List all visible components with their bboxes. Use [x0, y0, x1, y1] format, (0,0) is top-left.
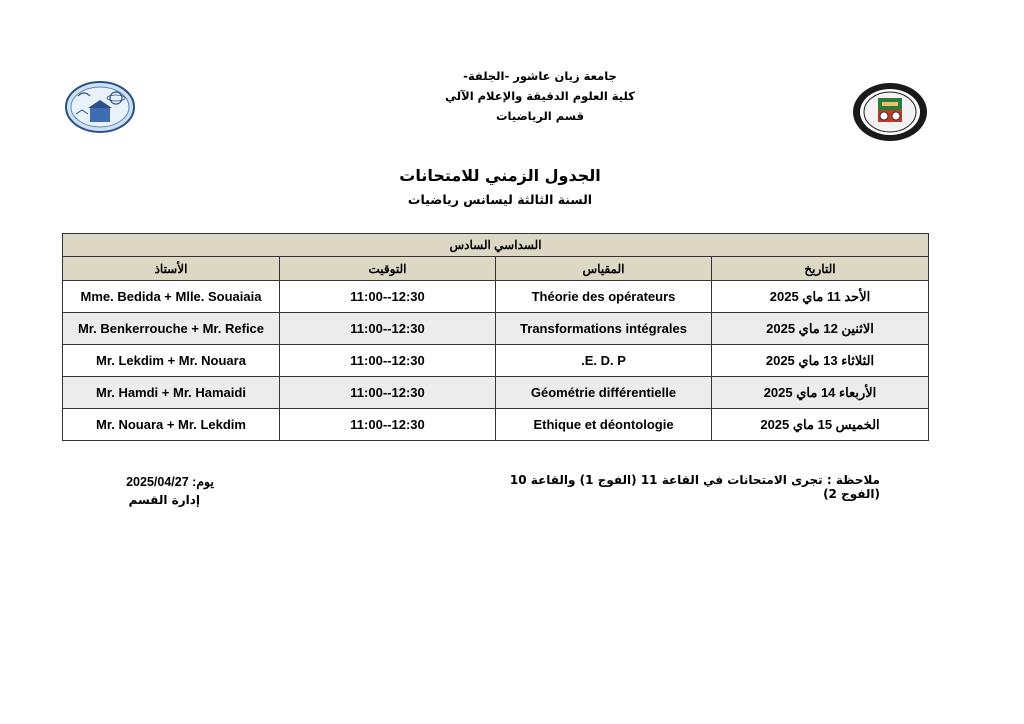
exam-schedule-table [62, 233, 929, 441]
teacher-cell: Mr. Lekdim + Mr. Nouara [63, 345, 280, 377]
university-name: جامعة زيان عاشور -الجلفة- [463, 69, 617, 83]
exam-rooms-note: ملاحظة : تجرى الامتحانات في القاعة 11 (الفوج 1) والقاعة 10 (الفوج 2) [509, 473, 880, 501]
module-cell: E. D. P. [496, 345, 712, 377]
issue-date-label: يوم: [192, 475, 214, 489]
university-seal-icon [852, 82, 928, 142]
faculty-emblem-icon [64, 80, 136, 134]
module-cell: Ethique et déontologie [496, 409, 712, 441]
date-cell: الخميس 15 ماي 2025 [712, 409, 929, 441]
column-header-module: المقياس [496, 257, 712, 281]
table-row [63, 281, 929, 313]
page-subtitle: السنة الثالثة ليسانس رياضيات [407, 192, 593, 207]
department-name: قسم الرياضيات [496, 109, 584, 123]
column-header-teacher: الأستاذ [63, 257, 280, 281]
table-row [63, 377, 929, 409]
date-cell: الثلاثاء 13 ماي 2025 [712, 345, 929, 377]
time-cell: 12:30--11:00 [280, 409, 496, 441]
table-row [63, 345, 929, 377]
module-cell: Géométrie différentielle [496, 377, 712, 409]
teacher-cell: Mme. Bedida + Mlle. Souaiaia [63, 281, 280, 313]
module-cell: Théorie des opérateurs [496, 281, 712, 313]
faculty-name: كلية العلوم الدقيقة والإعلام الآلي [445, 89, 635, 103]
institution-header [380, 66, 700, 126]
time-cell: 12:30--11:00 [280, 313, 496, 345]
date-cell: الأحد 11 ماي 2025 [712, 281, 929, 313]
department-signature: إدارة القسم [128, 493, 200, 507]
teacher-cell: Mr. Benkerrouche + Mr. Refice [63, 313, 280, 345]
time-cell: 12:30--11:00 [280, 281, 496, 313]
teacher-cell: Mr. Hamdi + Mr. Hamaidi [63, 377, 280, 409]
date-cell: الأربعاء 14 ماي 2025 [712, 377, 929, 409]
table-row [63, 409, 929, 441]
column-header-date: التاريخ [712, 257, 929, 281]
time-cell: 12:30--11:00 [280, 345, 496, 377]
table-row [63, 313, 929, 345]
page-title: الجدول الزمني للامتحانات [399, 166, 601, 185]
semester-label: السداسي السادس [63, 234, 929, 257]
column-header-row [63, 257, 929, 281]
issue-date-value: 2025/04/27 [126, 475, 189, 489]
issue-date [64, 474, 214, 489]
semester-header-row [63, 234, 929, 257]
time-cell: 12:30--11:00 [280, 377, 496, 409]
column-header-time: التوقيت [280, 257, 496, 281]
module-cell: Transformations intégrales [496, 313, 712, 345]
teacher-cell: Mr. Nouara + Mr. Lekdim [63, 409, 280, 441]
date-cell: الاثنين 12 ماي 2025 [712, 313, 929, 345]
